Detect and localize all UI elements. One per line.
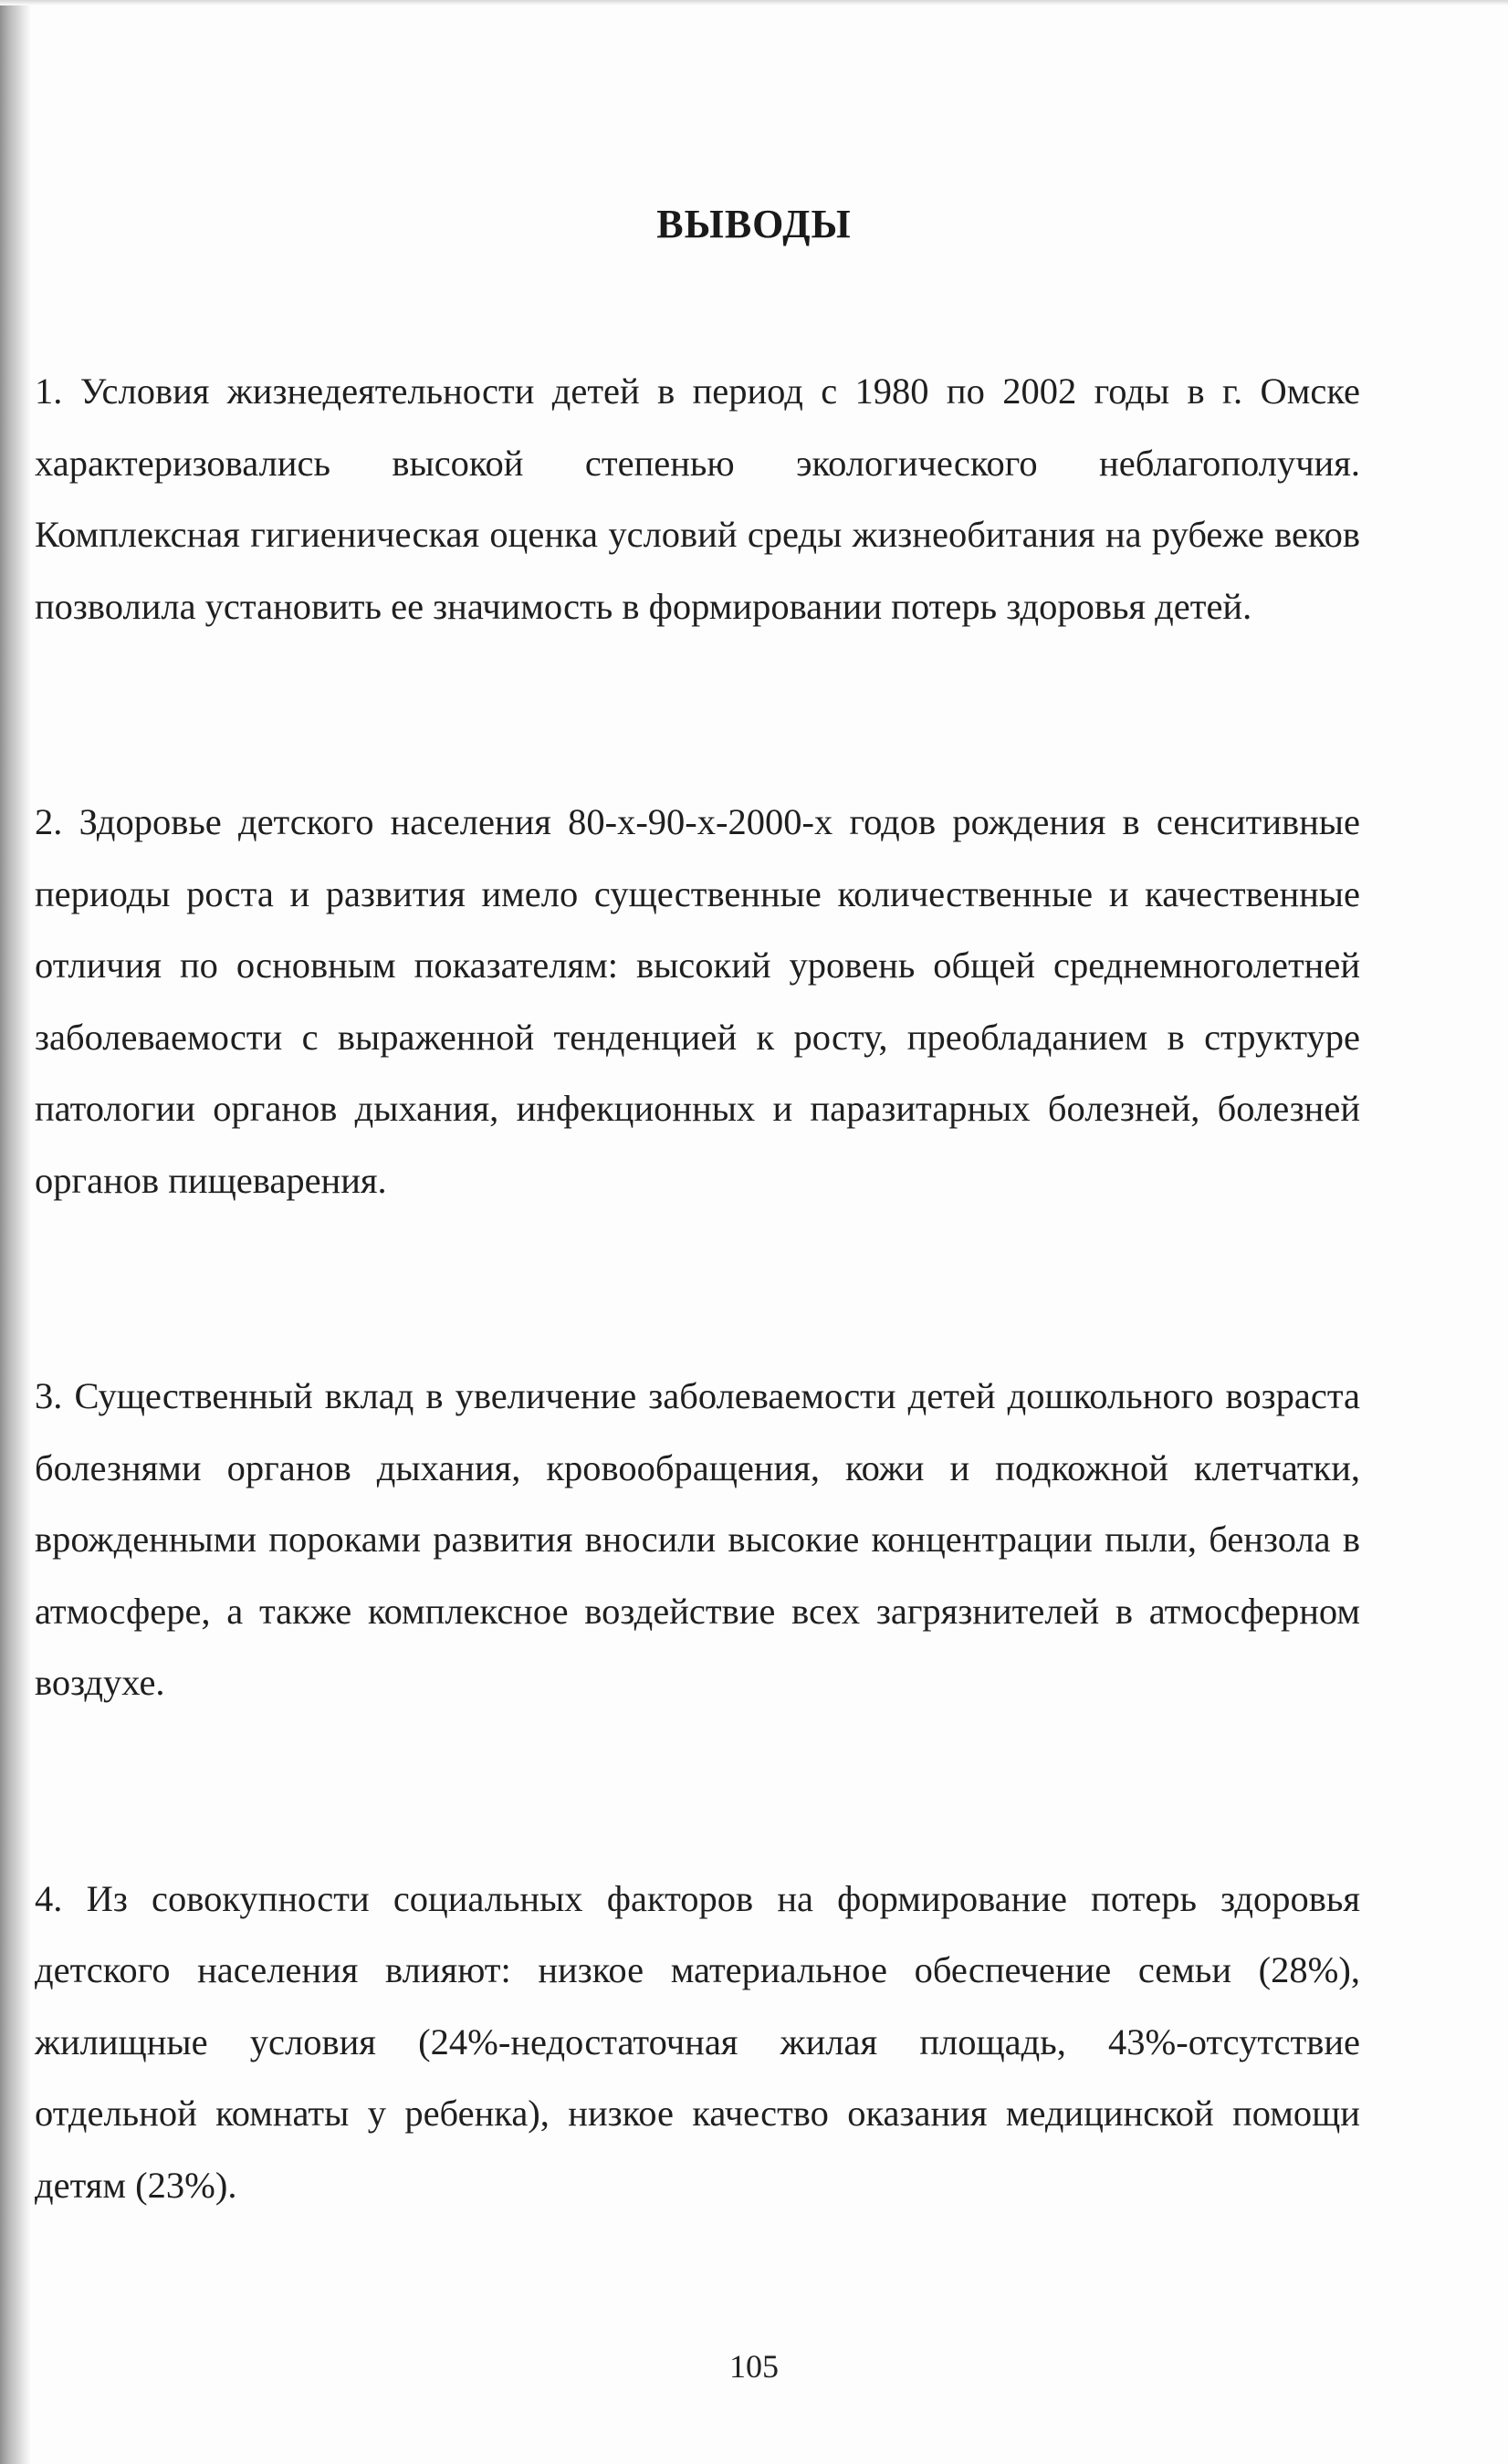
conclusion-paragraph-4: 4. Из совокупности социальных факторов на формирование потерь здоровья детского населения влияют: низкое материальное обеспечение семьи (28%), жилищные условия (24%-недостаточная жилая площадь, 43%-отсутствие отдельной комнаты у ребенка), низкое качество оказания медицинской помощи детям (23%). bbox=[35, 1877, 1360, 2206]
page-number: 105 bbox=[729, 2348, 779, 2385]
conclusions-body bbox=[35, 356, 1360, 2365]
scan-gutter-shadow bbox=[0, 0, 31, 2464]
page-title: ВЫВОДЫ bbox=[656, 202, 852, 246]
conclusion-paragraph-1: 1. Условия жизнедеятельности детей в период с 1980 по 2002 годы в г. Омске характеризовались высокой степенью экологического неблагополучия. Комплексная гигиеническая оценка условий среды жизнеобитания на рубеже веков позволила установить ее значимость в формировании потерь здоровья детей. bbox=[35, 371, 1360, 627]
conclusion-paragraph-2: 2. Здоровье детского населения 80-х-90-х-2000-х годов рождения в сенситивные периоды роста и развития имело существенные количественные и качественные отличия по основным показателям: высокий уровень общей среднемноголетней заболеваемости с выраженной тенденцией к росту, преобладанием в структуре патологии органов дыхания, инфекционных и паразитарных болезней, болезней органов пищеварения. bbox=[35, 801, 1360, 1201]
conclusion-paragraph-3: 3. Существенный вклад в увеличение заболеваемости детей дошкольного возраста болезнями органов дыхания, кровообращения, кожи и подкожной клетчатки, врожденными пороками развития вносили высокие концентрации пыли, бензола в атмосфере, а также комплексное воздействие всех загрязнителей в атмосферном воздухе. bbox=[35, 1375, 1360, 1703]
scan-top-edge bbox=[0, 0, 1508, 5]
